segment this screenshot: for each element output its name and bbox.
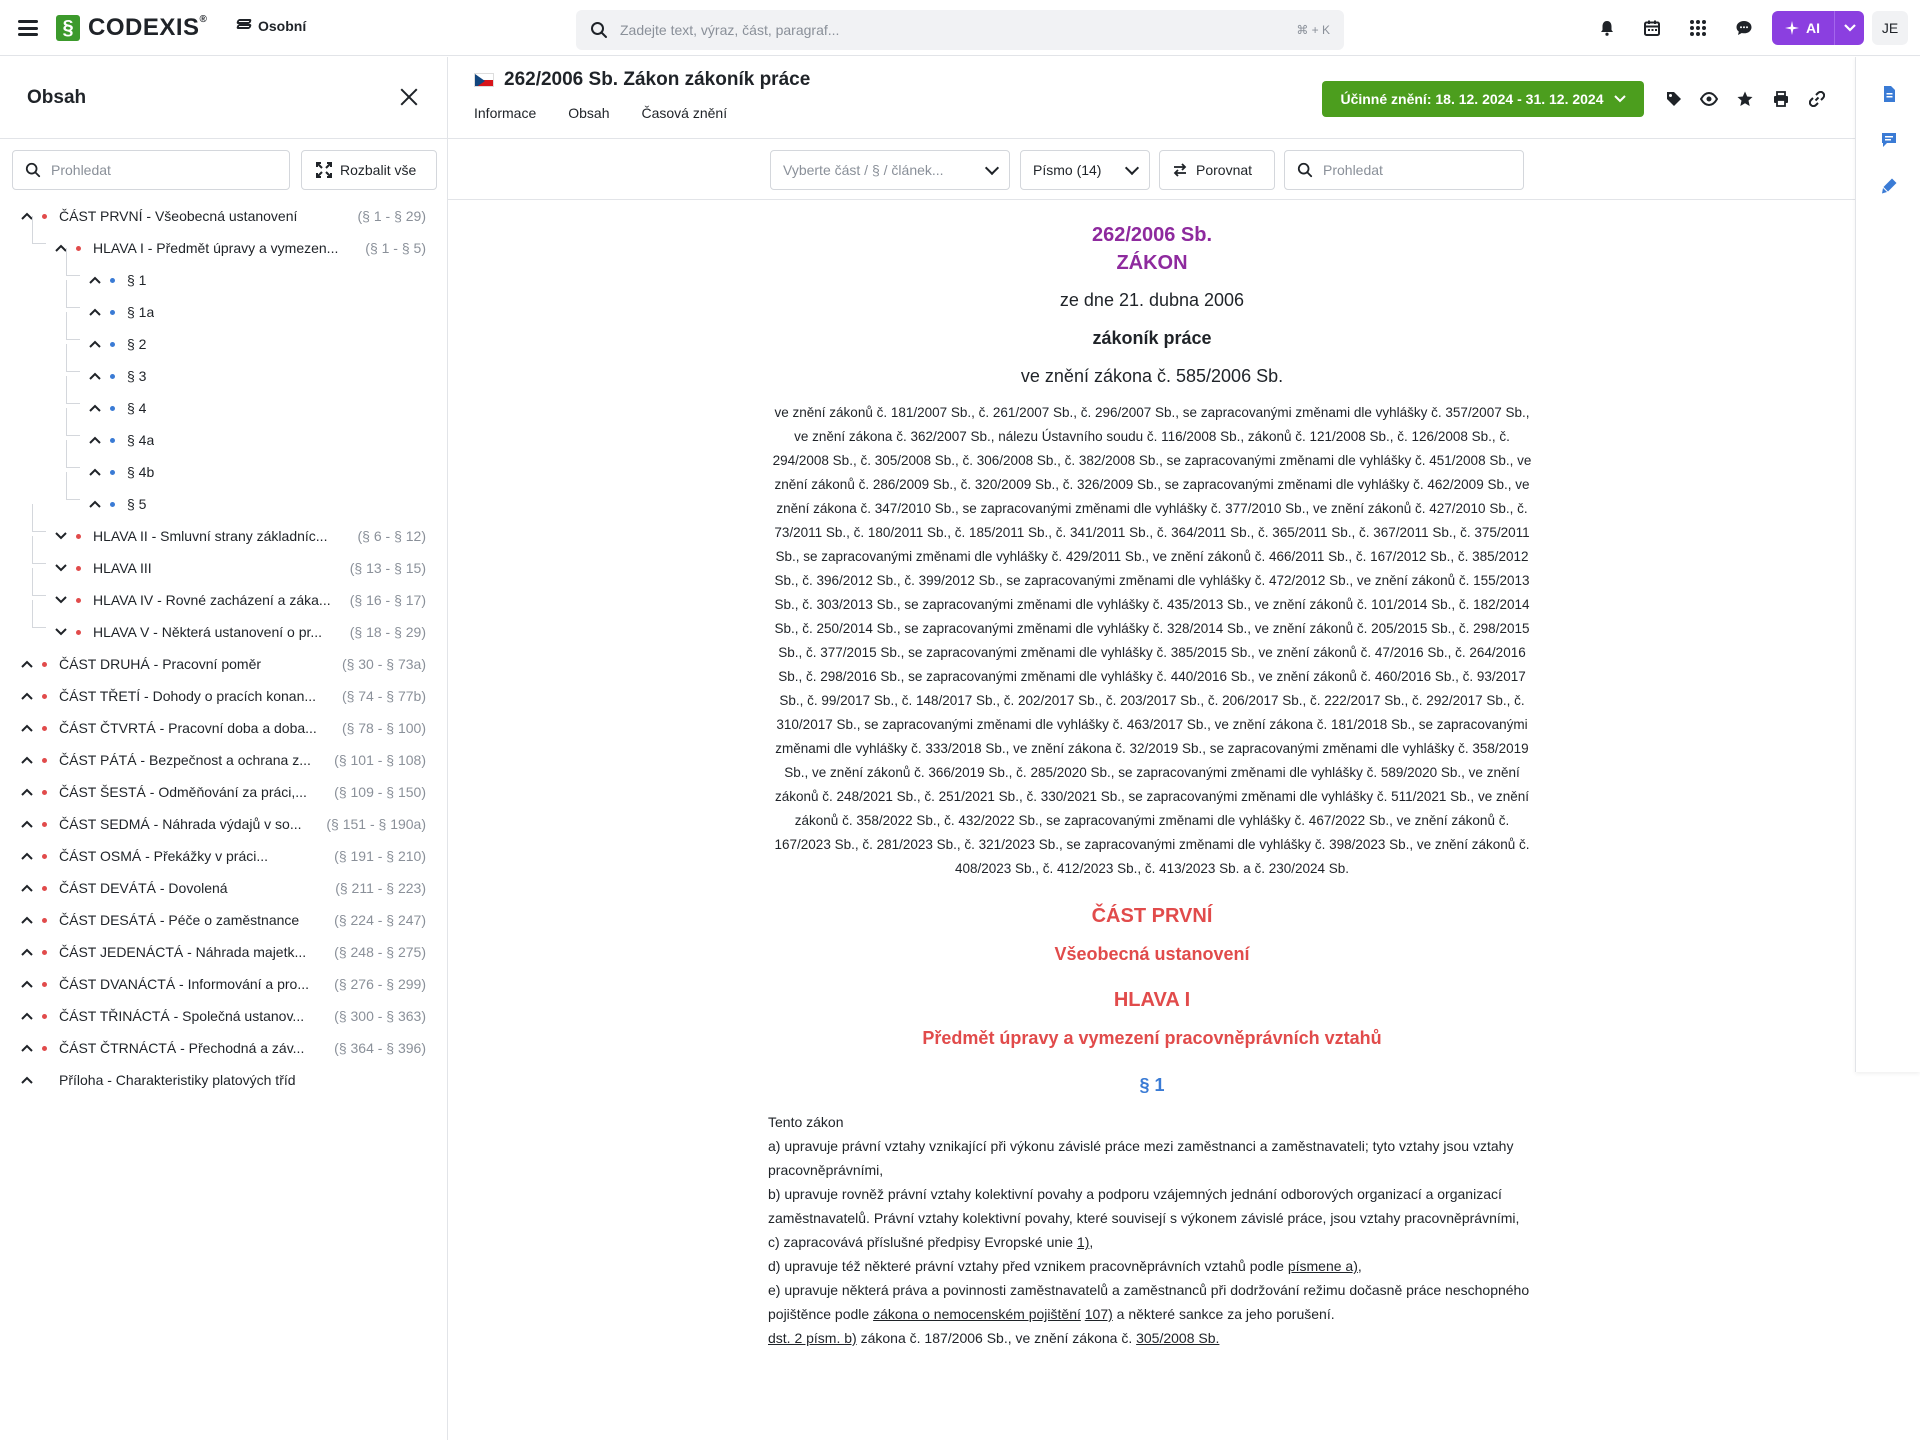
law-link[interactable]: 305/2008 Sb. <box>1136 1330 1220 1346</box>
chevron-down-icon[interactable] <box>54 625 68 639</box>
toc-item-range: (§ 1 - § 5) <box>365 240 426 256</box>
paragraph-intro: Tento zákon <box>768 1114 844 1130</box>
toc-item[interactable] <box>0 840 448 872</box>
toc-item-label: § 2 <box>127 336 147 352</box>
toc-item-label: ČÁST OSMÁ - Překážky v práci... <box>59 848 269 864</box>
sidebar-header <box>0 57 447 139</box>
paragraph-item-c-end: , <box>1089 1234 1094 1250</box>
toc-item[interactable] <box>0 488 448 520</box>
paragraph-item-e <box>768 1278 1536 1326</box>
global-search-input[interactable] <box>620 22 1296 38</box>
paragraph-item-e-text: e) upravuje některá práva a povinnosti zaměstnavatelů a zaměstnanců při dodržování režimu dočasně práce neschopného pojištěnce podle <box>768 1282 1530 1322</box>
print-icon[interactable] <box>1771 89 1791 109</box>
search-icon <box>25 162 41 178</box>
toc-item[interactable] <box>0 936 448 968</box>
law-amended: ve znění zákona č. 585/2006 Sb. <box>1020 366 1284 386</box>
status-dot <box>42 918 47 923</box>
tab-casova-zneni[interactable]: Časová znění <box>641 105 728 121</box>
toc-item-range: (§ 248 - § 275) <box>334 944 426 960</box>
toc-item-label: ČÁST DRUHÁ - Pracovní poměr <box>59 656 262 672</box>
sidebar-search[interactable] <box>12 150 290 190</box>
toc-item[interactable] <box>0 776 448 808</box>
part-heading: ČÁST PRVNÍ <box>1091 905 1213 927</box>
logo-text: CODEXIS <box>88 14 200 41</box>
toc-item-range: (§ 364 - § 396) <box>334 1040 426 1056</box>
ai-dropdown-chevron-icon[interactable] <box>1835 23 1864 33</box>
toc-item-range: (§ 276 - § 299) <box>334 976 426 992</box>
paragraph-item-d-end: , <box>1357 1258 1362 1274</box>
compare-arrows-icon <box>1172 162 1188 178</box>
status-dot <box>42 950 47 955</box>
chevron-up-icon[interactable] <box>20 657 34 671</box>
toc-item[interactable] <box>0 680 448 712</box>
toc-item-label: § 1a <box>127 304 155 320</box>
toc-item-label: ČÁST TŘINÁCTÁ - Společná ustanov... <box>59 1008 305 1024</box>
paragraph-item-b: b) upravuje rovněž právní vztahy kolektivní povahy a podporu vzájemných jednání odborových organizací a organizací zaměstnavatelů. Právní vztahy kolektivní povahy, které souvisejí s výkonem závislé práce, jsou vztahy pracovněprávními, <box>768 1186 1520 1226</box>
document-content <box>768 221 1536 1350</box>
section-select[interactable] <box>770 150 1010 190</box>
toc-item[interactable] <box>0 1032 448 1064</box>
ai-label: AI <box>1806 20 1820 36</box>
toc-item[interactable] <box>0 648 448 680</box>
chevron-up-icon[interactable] <box>20 1073 34 1087</box>
chevron-up-icon[interactable] <box>88 465 102 479</box>
law-number: 262/2006 Sb. <box>1091 224 1213 246</box>
chevron-up-icon[interactable] <box>20 721 34 735</box>
toc-sidebar <box>0 57 448 1440</box>
font-size-label: Písmo (14) <box>1033 162 1102 178</box>
notifications-bell-icon[interactable] <box>1595 16 1619 40</box>
status-dot <box>110 470 115 475</box>
status-dot <box>110 406 115 411</box>
tree-connector <box>66 280 80 308</box>
status-dot <box>76 534 81 539</box>
comment-icon[interactable] <box>1880 131 1898 149</box>
toc-item[interactable] <box>0 808 448 840</box>
tab-obsah[interactable]: Obsah <box>568 105 610 121</box>
toc-item-range: (§ 1 - § 29) <box>357 208 426 224</box>
tree-connector <box>66 344 80 372</box>
workspace-switcher[interactable] <box>236 18 306 34</box>
law-date: ze dne 21. dubna 2006 <box>1059 290 1245 310</box>
paragraph-heading: § 1 <box>1139 1075 1165 1095</box>
status-dot <box>42 758 47 763</box>
status-dot <box>42 1014 47 1019</box>
chevron-up-icon[interactable] <box>20 849 34 863</box>
chevron-down-icon <box>1614 95 1626 103</box>
document-icon[interactable] <box>1880 85 1898 103</box>
toc-item-range: (§ 13 - § 15) <box>349 560 426 576</box>
chevron-up-icon[interactable] <box>20 817 34 831</box>
toc-item[interactable] <box>0 744 448 776</box>
calendar-icon[interactable] <box>1640 16 1664 40</box>
document-title <box>474 69 810 91</box>
chevron-up-icon[interactable] <box>20 881 34 895</box>
status-dot <box>110 342 115 347</box>
chevron-up-icon[interactable] <box>20 977 34 991</box>
effective-version-dropdown[interactable] <box>1322 81 1644 117</box>
toc-item-label: ČÁST SEDMÁ - Náhrada výdajů v so... <box>59 816 302 832</box>
document-main <box>448 57 1855 1440</box>
effective-version-label: Účinné znění: 18. 12. 2024 - 31. 12. 2024 <box>1340 91 1604 107</box>
status-dot <box>42 790 47 795</box>
chevron-down-icon[interactable] <box>54 593 68 607</box>
document-title-text: 262/2006 Sb. Zákon zákoník práce <box>504 69 811 90</box>
document-toolbar <box>448 140 1855 200</box>
chat-icon[interactable] <box>1732 16 1756 40</box>
tree-connector <box>66 248 80 276</box>
chevron-down-icon <box>1125 160 1139 174</box>
toc-item-range: (§ 78 - § 100) <box>341 720 426 736</box>
chevron-up-icon[interactable] <box>88 433 102 447</box>
toc-item-range: (§ 18 - § 29) <box>349 624 426 640</box>
right-rail <box>1855 57 1920 1072</box>
search-icon <box>1297 162 1313 178</box>
tab-informace[interactable]: Informace <box>474 105 537 121</box>
menu-icon[interactable] <box>18 17 38 39</box>
toc-item-label: ČÁST PÁTÁ - Bezpečnost a ochrana z... <box>59 752 311 768</box>
tree-connector <box>32 600 46 628</box>
toc-item-range: (§ 6 - § 12) <box>357 528 426 544</box>
chevron-up-icon[interactable] <box>88 337 102 351</box>
chevron-up-icon[interactable] <box>88 401 102 415</box>
tree-connector <box>66 408 80 436</box>
toc-item[interactable] <box>0 968 448 1000</box>
user-avatar[interactable]: JE <box>1872 11 1908 45</box>
chevron-up-icon[interactable] <box>20 1009 34 1023</box>
toc-item-range: (§ 30 - § 73a) <box>341 656 426 672</box>
toc-item[interactable] <box>0 552 448 584</box>
toc-item-label: Příloha - Charakteristiky platových tříd <box>59 1072 296 1088</box>
chevron-up-icon[interactable] <box>20 785 34 799</box>
law-type: ZÁKON <box>1116 252 1188 274</box>
paragraph-text <box>768 1110 1536 1350</box>
law-link[interactable]: zákona o nemocenském pojištění <box>873 1306 1081 1322</box>
tree-connector <box>32 216 46 244</box>
chevron-up-icon[interactable] <box>88 497 102 511</box>
footnote-link[interactable]: 1) <box>1076 1234 1090 1250</box>
status-dot <box>42 822 47 827</box>
tree-connector <box>32 536 46 564</box>
status-dot <box>42 982 47 987</box>
chevron-down-icon[interactable] <box>54 561 68 575</box>
footnote-link[interactable]: 107) <box>1084 1306 1113 1322</box>
logo-mark-icon: § <box>56 15 80 41</box>
paragraph-item-d-text: d) upravuje též některé právní vztahy před vznikem pracovněprávních vztahů podle <box>768 1258 1288 1274</box>
reference-link[interactable]: písmene a) <box>1287 1258 1358 1274</box>
document-body <box>448 201 1855 1440</box>
sparkle-icon <box>1784 20 1800 36</box>
codexis-logo[interactable] <box>56 14 207 42</box>
eye-icon[interactable] <box>1699 89 1719 109</box>
compare-button[interactable] <box>1159 150 1275 190</box>
chevron-up-icon[interactable] <box>20 913 34 927</box>
expand-all-button[interactable] <box>301 150 437 190</box>
toc-item-label: § 4 <box>127 400 147 416</box>
document-tabs <box>474 105 759 121</box>
toc-item-label: HLAVA III <box>93 560 152 576</box>
toc-item-range: (§ 109 - § 150) <box>334 784 426 800</box>
toc-item-label: ČÁST ŠESTÁ - Odměňování za práci,... <box>59 784 307 800</box>
toc-item[interactable] <box>0 1064 448 1096</box>
chevron-up-icon[interactable] <box>20 753 34 767</box>
status-dot <box>76 630 81 635</box>
toc-item[interactable] <box>0 712 448 744</box>
czech-flag-icon <box>474 73 494 87</box>
chevron-up-icon[interactable] <box>88 369 102 383</box>
toc-item-label: ČÁST TŘETÍ - Dohody o pracích konan... <box>59 688 317 704</box>
chapter-heading: HLAVA I <box>1113 989 1191 1011</box>
link-icon[interactable] <box>1807 89 1827 109</box>
document-search[interactable] <box>1284 150 1524 190</box>
chevron-up-icon[interactable] <box>88 273 102 287</box>
chapter-title: Předmět úpravy a vymezení pracovněprávních vztahů <box>922 1028 1382 1048</box>
workspace-label: Osobní <box>258 18 307 34</box>
search-icon <box>590 21 608 39</box>
compare-label: Porovnat <box>1196 162 1253 178</box>
top-bar <box>0 0 1920 56</box>
status-dot <box>110 278 115 283</box>
toc-item-label: ČÁST PRVNÍ - Všeobecná ustanovení <box>59 208 298 224</box>
ai-button[interactable] <box>1772 11 1864 45</box>
toc-item-range: (§ 224 - § 247) <box>334 912 426 928</box>
toc-item-label: ČÁST DVANÁCTÁ - Informování a pro... <box>59 976 310 992</box>
toc-item[interactable] <box>0 616 448 648</box>
chevron-up-icon[interactable] <box>20 945 34 959</box>
paragraph-note-text: zákona č. 187/2006 Sb., ve znění zákona č. <box>856 1330 1137 1346</box>
toc-item-label: ČÁST ČTVRTÁ - Pracovní doba a doba... <box>59 720 317 736</box>
chevron-up-icon[interactable] <box>88 305 102 319</box>
toc-item-label: ČÁST DESÁTÁ - Péče o zaměstnance <box>59 912 300 928</box>
status-dot <box>42 694 47 699</box>
status-dot <box>110 310 115 315</box>
law-name: zákoník práce <box>1092 328 1212 348</box>
sidebar-search-input[interactable] <box>51 162 277 178</box>
expand-icon <box>316 162 332 178</box>
toc-item[interactable] <box>0 584 448 616</box>
toc-item-label: ČÁST JEDENÁCTÁ - Náhrada majetk... <box>59 944 307 960</box>
toc-item-range: (§ 101 - § 108) <box>334 752 426 768</box>
ai-main-button[interactable] <box>1772 11 1834 45</box>
toc-item-range: (§ 191 - § 210) <box>334 848 426 864</box>
tree-connector <box>66 312 80 340</box>
global-search[interactable] <box>576 10 1344 50</box>
tree-connector <box>66 376 80 404</box>
toc-item-label: HLAVA II - Smluvní strany základníc... <box>93 528 328 544</box>
paragraph-item-c-text: c) zapracovává příslušné předpisy Evropské unie <box>768 1234 1077 1250</box>
toc-item-label: § 1 <box>127 272 147 288</box>
status-dot <box>110 438 115 443</box>
toc-tree <box>0 200 448 1096</box>
tag-icon[interactable] <box>1664 89 1684 109</box>
tree-connector <box>32 504 46 532</box>
paragraph-item-c <box>768 1230 1536 1254</box>
highlighter-pen-icon[interactable] <box>1880 177 1898 195</box>
toc-item-range: (§ 211 - § 223) <box>335 880 426 896</box>
font-size-select[interactable] <box>1020 150 1150 190</box>
status-dot <box>42 726 47 731</box>
toc-item-label: § 4a <box>127 432 155 448</box>
toc-item[interactable] <box>0 1000 448 1032</box>
paragraph-item-e-end: a některé sankce za jeho porušení. <box>1112 1306 1335 1322</box>
paragraph-item-a: a) upravuje právní vztahy vznikající při výkonu závislé práce mezi zaměstnanci a zaměstnavateli; tyto vztahy jsou vztahy pracovněprávními, <box>768 1138 1514 1178</box>
search-shortcut: ⌘ + K <box>1296 23 1330 37</box>
toc-item-label: HLAVA IV - Rovné zacházení a záka... <box>93 592 331 608</box>
toc-item-range: (§ 16 - § 17) <box>349 592 426 608</box>
status-dot <box>42 1046 47 1051</box>
toc-item-label: ČÁST ČTRNÁCTÁ - Přechodná a záv... <box>59 1040 305 1056</box>
toc-item-label: HLAVA V - Některá ustanovení o pr... <box>93 624 323 640</box>
status-dot <box>76 566 81 571</box>
paragraph-item-d <box>768 1254 1536 1278</box>
close-icon[interactable] <box>398 86 420 108</box>
toc-item-label: § 4b <box>127 464 155 480</box>
toc-item-label: ČÁST DEVÁTÁ - Dovolená <box>59 880 228 896</box>
expand-all-label: Rozbalit vše <box>340 162 417 178</box>
toc-item[interactable] <box>0 904 448 936</box>
toc-item-label: § 3 <box>127 368 147 384</box>
tree-connector <box>32 568 46 596</box>
chevron-up-icon[interactable] <box>20 1041 34 1055</box>
section-select-placeholder: Vyberte část / § / článek... <box>783 162 944 178</box>
status-dot <box>76 598 81 603</box>
document-header <box>448 57 1855 139</box>
status-dot <box>42 854 47 859</box>
apps-grid-icon[interactable] <box>1686 16 1710 40</box>
amendments-list: ve znění zákonů č. 181/2007 Sb., č. 261/2007 Sb., č. 296/2007 Sb., se zapracovanými změnami dle vyhlášky č. 357/2007 Sb., ve znění zákona č. 362/2007 Sb., nálezu Ústavního soudu č. 116/2008 Sb., zákonů č. 121/2008 Sb., č. 126/2008 Sb., č. 294/2008 Sb., č. 305/2008 Sb., č. 306/2008 Sb., č. 382/2008 Sb., se zapracovanými změnami dle vyhlášky č. 451/2008 Sb., ve znění zákonů č. 286/2009 Sb., č. 320/2009 Sb., č. 326/2009 Sb., se zapracovanými změnami dle vyhlášky č. 462/2009 Sb., ve znění zákona č. 347/2010 Sb., se zapracovanými změnami dle vyhlášky č. 377/2010 Sb., ve znění zákonů č. 427/2010 Sb., č. 73/2011 Sb., č. 180/2011 Sb., č. 185/2011 Sb., č. 341/2011 Sb., č. 364/2011 Sb., č. 365/2011 Sb., č. 367/2011 Sb., č. 375/2011 Sb., se zapracovanými změnami dle vyhlášky č. 429/2011 Sb., ve znění zákonů č. 466/2011 Sb., č. 167/2012 Sb., č. 385/2012 Sb., č. 396/2012 Sb., č. 399/2012 Sb., se zapracovanými změnami dle vyhlášky č. 472/2012 Sb., ve znění zákonů č. 155/2013 Sb., č. 303/2013 Sb., se zapracovanými změnami dle vyhlášky č. 435/2013 Sb., ve znění zákonů č. 101/2014 Sb., č. 182/2014 Sb., č. 250/2014 Sb., se zapracovanými změnami dle vyhlášky č. 328/2014 Sb., ve znění zákonů č. 205/2015 Sb., č. 298/2015 Sb., č. 377/2015 Sb., se zapracovanými změnami dle vyhlášky č. 385/2015 Sb., ve znění zákonů č. 47/2016 Sb., č. 264/2016 Sb., č. 298/2016 Sb., se zapracovanými změnami dle vyhlášky č. 440/2016 Sb., ve znění zákonů č. 460/2016 Sb., č. 93/2017 Sb., č. 99/2017 Sb., č. 148/2017 Sb., č. 202/2017 Sb., č. 203/2017 Sb., č. 206/2017 Sb., č. 222/2017 Sb., č. 292/2017 Sb., č. 310/2017 Sb., se zapracovanými změnami dle vyhlášky č. 463/2017 Sb., ve znění zákona č. 181/2018 Sb., se zapracovanými změnami dle vyhlášky č. 333/2018 Sb., ve znění zákona č. 32/2019 Sb., se zapracovanými změnami dle vyhlášky č. 358/2019 Sb., ve znění zákonů č. 366/2019 Sb., č. 285/2020 Sb., se zapracovanými změnami dle vyhlášky č. 589/2020 Sb., ve znění zákonů č. 248/2021 Sb., č. 251/2021 Sb., č. 330/2021 Sb., se zapracovanými změnami dle vyhlášky č. 511/2021 Sb., ve znění zákonů č. 358/2022 Sb., č. 432/2022 Sb., se zapracovanými změnami dle vyhlášky č. 467/2022 Sb., ve znění zákonů č. 167/2023 Sb., č. 281/2023 Sb., č. 321/2023 Sb., se zapracovanými změnami dle vyhlášky č. 398/2023 Sb., ve znění zákonů č. 408/2023 Sb., č. 412/2023 Sb., č. 413/2023 Sb. a č. 230/2024 Sb. <box>772 405 1532 876</box>
tree-connector <box>66 472 80 500</box>
toc-item-range: (§ 74 - § 77b) <box>341 688 426 704</box>
document-search-input[interactable] <box>1323 162 1511 178</box>
chevron-down-icon[interactable] <box>54 529 68 543</box>
layers-icon <box>236 18 252 34</box>
toc-item[interactable] <box>0 520 448 552</box>
paragraph-note <box>768 1326 1536 1350</box>
tree-connector <box>66 440 80 468</box>
status-dot <box>110 502 115 507</box>
part-title: Všeobecná ustanovení <box>1054 944 1250 964</box>
toc-item-range: (§ 300 - § 363) <box>334 1008 426 1024</box>
logo-reg-mark: ® <box>199 14 208 25</box>
status-dot <box>42 886 47 891</box>
chevron-down-icon <box>985 160 999 174</box>
sidebar-title: Obsah <box>27 87 87 108</box>
toc-item[interactable] <box>0 872 448 904</box>
toc-item[interactable] <box>0 200 448 232</box>
star-icon[interactable] <box>1735 89 1755 109</box>
toc-item-label: § 5 <box>127 496 147 512</box>
status-dot <box>42 662 47 667</box>
toc-item-label: HLAVA I - Předmět úpravy a vymezen... <box>93 240 339 256</box>
toc-item-range: (§ 151 - § 190a) <box>326 816 426 832</box>
chevron-up-icon[interactable] <box>20 689 34 703</box>
status-dot <box>110 374 115 379</box>
reference-link[interactable]: dst. 2 písm. b) <box>768 1330 857 1346</box>
